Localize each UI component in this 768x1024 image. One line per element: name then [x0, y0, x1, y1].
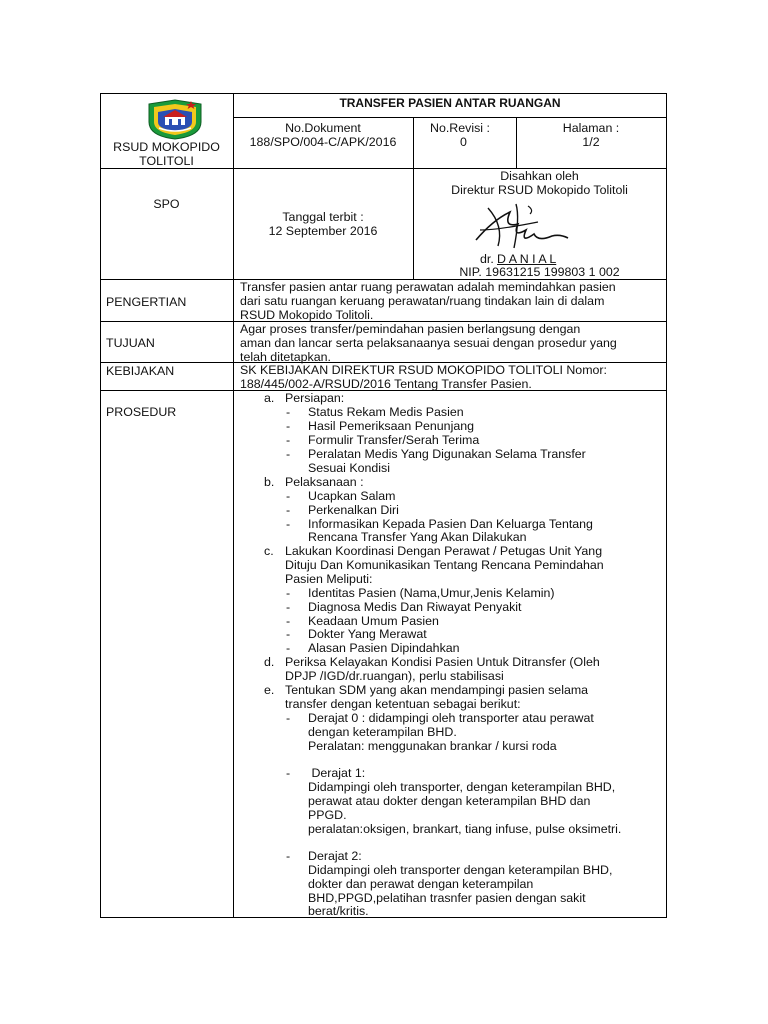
list-item: Peralatan: menggunakan brankar / kursi roda: [308, 739, 557, 753]
dash-bullet: -: [286, 517, 291, 531]
list-item: Hasil Pemeriksaan Penunjang: [308, 419, 474, 433]
hospital-logo: [145, 98, 205, 140]
dash-bullet: -: [286, 614, 291, 628]
tujuan-text-line: telah ditetapkan.: [240, 350, 331, 364]
list-item: Alasan Pasien Dipindahkan: [308, 641, 460, 655]
dash-bullet: -: [286, 586, 291, 600]
kebijakan-label: KEBIJAKAN: [106, 364, 175, 378]
list-item: Perkenalkan Diri: [308, 503, 399, 517]
list-item: Derajat 1:: [308, 766, 366, 780]
dash-bullet: -: [286, 503, 291, 517]
list-item: Rencana Transfer Yang Akan Dilakukan: [308, 530, 527, 544]
dash-bullet: -: [286, 711, 291, 725]
title-separator: [233, 117, 667, 118]
doc-number-label: No.Dokument: [285, 121, 361, 135]
document-title: TRANSFER PASIEN ANTAR RUANGAN: [339, 96, 561, 110]
prosedur-d-line: Periksa Kelayakan Kondisi Pasien Untuk Ditransfer (Oleh: [285, 655, 600, 669]
table-border-top: [100, 93, 667, 94]
prosedur-e-line: transfer dengan ketentuan sebagai berikut:: [285, 697, 521, 711]
prosedur-e-line: Tentukan SDM yang akan mendampingi pasien selama: [285, 683, 589, 697]
dash-bullet: -: [286, 627, 291, 641]
list-item: Sesuai Kondisi: [308, 461, 390, 475]
list-item: Keadaan Umum Pasien: [308, 614, 439, 628]
prosedur-a-title: Persiapan:: [285, 391, 345, 405]
tujuan-label: TUJUAN: [106, 336, 155, 350]
dash-bullet: -: [286, 447, 291, 461]
prosedur-b-title: Pelaksanaan :: [285, 475, 364, 489]
pengertian-text-line: RSUD Mokopido Tolitoli.: [240, 308, 374, 322]
list-marker: c.: [264, 544, 274, 558]
list-marker: e.: [264, 683, 275, 697]
approved-by-label: Disahkan oleh: [500, 169, 579, 183]
table-border-right: [666, 93, 667, 918]
dash-bullet: -: [286, 641, 291, 655]
pengertian-text-line: Transfer pasien antar ruang perawatan adalah memindahkan pasien: [240, 280, 616, 294]
dash-bullet: -: [286, 766, 291, 780]
approver-title: Direktur RSUD Mokopido Tolitoli: [451, 183, 628, 197]
signature: [468, 200, 578, 252]
list-item: BHD,PPGD,pelatihan trasnfer pasien dengan sakit: [308, 891, 586, 905]
list-item: Didampingi oleh transporter dengan keterampilan BHD,: [308, 863, 613, 877]
list-item: perawat atau dokter dengan keterampilan BHD dan: [308, 794, 591, 808]
list-item: Informasikan Kepada Pasien Dan Keluarga Tentang: [308, 517, 593, 531]
list-item: PPGD.: [308, 808, 347, 822]
kebijakan-text-line: 188/445/002-A/RSUD/2016 Tentang Transfer Pasien.: [240, 377, 532, 391]
list-item: Derajat 0 : didampingi oleh transporter atau perawat: [308, 711, 594, 725]
org-name-line1: RSUD MOKOPIDO: [113, 140, 220, 154]
list-item: Ucapkan Salam: [308, 489, 396, 503]
kebijakan-text-line: SK KEBIJAKAN DIREKTUR RSUD MOKOPIDO TOLITOLI Nomor:: [240, 363, 607, 377]
prosedur-c-line: Lakukan Koordinasi Dengan Perawat / Petugas Unit Yang: [285, 544, 603, 558]
list-item: Didampingi oleh transporter, dengan keterampilan BHD,: [308, 780, 616, 794]
page-value: 1/2: [582, 135, 600, 149]
list-item: Formulir Transfer/Serah Terima: [308, 433, 480, 447]
dash-bullet: -: [286, 433, 291, 447]
list-marker: d.: [264, 655, 275, 669]
list-item: Status Rekam Medis Pasien: [308, 405, 464, 419]
pengertian-label: PENGERTIAN: [106, 295, 187, 309]
signer-nip: NIP. 19631215 199803 1 002: [459, 265, 620, 279]
spo-label: SPO: [153, 197, 180, 211]
revision-label: No.Revisi :: [430, 121, 490, 135]
dash-bullet: -: [286, 489, 291, 503]
list-item: dokter dan perawat dengan keterampilan: [308, 877, 534, 891]
column-separator: [413, 117, 414, 279]
table-border-bottom: [100, 917, 667, 918]
prosedur-c-line: Dituju Dan Komunikasikan Tentang Rencana Pemindahan: [285, 558, 604, 572]
list-item: Peralatan Medis Yang Digunakan Selama Transfer: [308, 447, 586, 461]
list-item: Diagnosa Medis Dan Riwayat Penyakit: [308, 600, 522, 614]
tujuan-text-line: Agar proses transfer/pemindahan pasien berlangsung dengan: [240, 322, 581, 336]
list-item: dengan keterampilan BHD.: [308, 725, 457, 739]
org-name-line2: TOLITOLI: [139, 154, 194, 168]
list-item: peralatan:oksigen, brankart, tiang infuse, pulse oksimetri.: [308, 822, 622, 836]
signer-name: D A N I A L: [497, 252, 557, 266]
prosedur-c-line: Pasien Meliputi:: [285, 572, 373, 586]
prosedur-d-line: DPJP /IGD/dr.ruangan), perlu stabilisasi: [285, 669, 504, 683]
list-marker: a.: [264, 391, 275, 405]
issued-label: Tanggal terbit :: [282, 210, 364, 224]
list-marker: b.: [264, 475, 275, 489]
pengertian-text-line: dari satu ruangan keruang perawatan/ruang tindakan lain di dalam: [240, 294, 605, 308]
dash-bullet: -: [286, 600, 291, 614]
dash-bullet: -: [286, 849, 291, 863]
list-item: berat/kritis.: [308, 904, 369, 918]
prosedur-label: PROSEDUR: [106, 405, 177, 419]
list-item: Dokter Yang Merawat: [308, 627, 427, 641]
page-label: Halaman :: [562, 121, 620, 135]
list-item: Derajat 2:: [308, 849, 362, 863]
dash-bullet: -: [286, 405, 291, 419]
list-item: Identitas Pasien (Nama,Umur,Jenis Kelamin): [308, 586, 555, 600]
issued-date: 12 September 2016: [268, 224, 378, 238]
revision-value: 0: [460, 135, 467, 149]
tujuan-text-line: aman dan lancar serta pelaksanaanya sesuai dengan prosedur yang: [240, 336, 617, 350]
signer-prefix: dr.: [480, 252, 494, 266]
table-border-left: [100, 93, 101, 918]
doc-number-value: 188/SPO/004-C/APK/2016: [249, 135, 397, 149]
dash-bullet: -: [286, 419, 291, 433]
